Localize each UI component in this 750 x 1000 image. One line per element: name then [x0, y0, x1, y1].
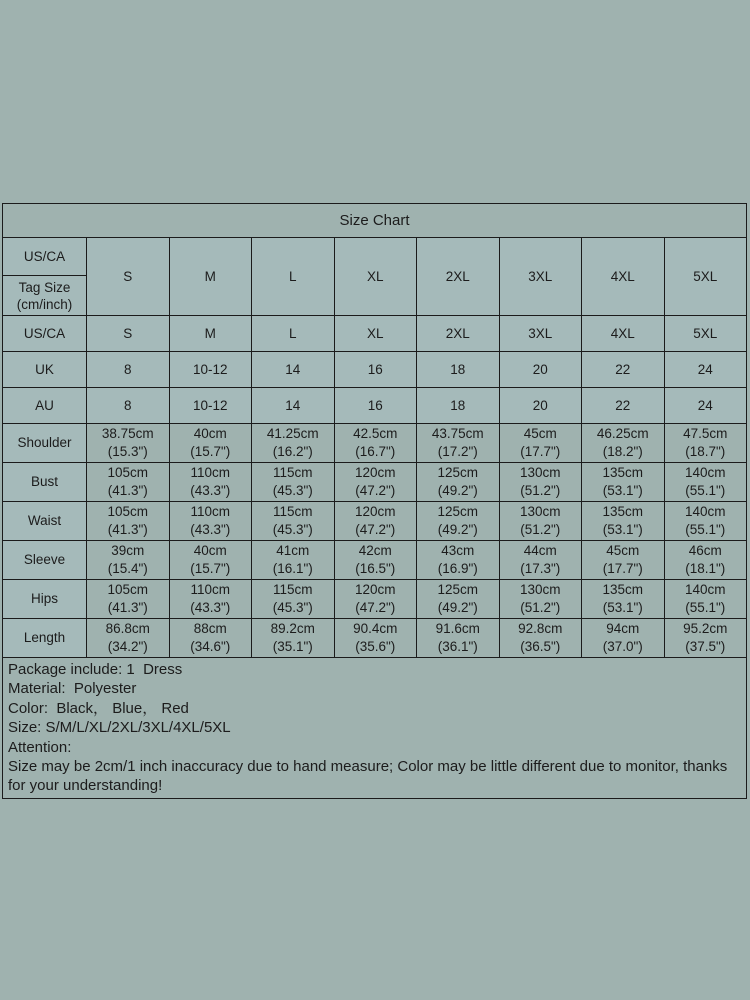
inch-value: (53.1") [602, 600, 643, 615]
inch-value: (17.2") [437, 444, 478, 459]
size-row-us-ca [3, 316, 747, 352]
inch-value: (15.4") [107, 561, 148, 576]
size-chart-table [2, 203, 747, 799]
inch-value: (16.7") [355, 444, 396, 459]
measure-value-cell [252, 424, 335, 463]
size-value-cell: 18 [417, 352, 500, 388]
measure-value-cell [417, 424, 500, 463]
row-label: Hips [3, 580, 87, 619]
measure-value-cell [417, 619, 500, 658]
size-value-cell: 20 [499, 352, 582, 388]
measure-value-cell [664, 619, 747, 658]
inch-value: (16.1") [272, 561, 313, 576]
chart-title: Size Chart [3, 204, 747, 238]
cm-value: 140cm [684, 504, 726, 519]
measure-value-cell [417, 502, 500, 541]
inch-value: (47.2") [355, 600, 396, 615]
size-value-cell: 8 [87, 388, 170, 424]
cm-value: 125cm [437, 465, 479, 480]
size-value-cell: 5XL [664, 316, 747, 352]
measure-value-cell [87, 424, 170, 463]
cm-value: 91.6cm [435, 621, 480, 636]
size-value-cell: 10-12 [169, 352, 252, 388]
note-line: Material: Polyester [8, 680, 137, 698]
cm-value: 41.25cm [266, 426, 319, 441]
cm-value: 39cm [111, 543, 145, 558]
measure-row-hips [3, 580, 747, 619]
inch-value: (17.7") [520, 444, 561, 459]
measure-value-cell [334, 619, 417, 658]
cm-value: 90.4cm [353, 621, 398, 636]
cm-value: 130cm [519, 582, 561, 597]
cm-value: 135cm [602, 465, 644, 480]
measure-value-cell [582, 502, 665, 541]
measure-value-cell [169, 424, 252, 463]
inch-value: (15.7") [190, 444, 231, 459]
inch-value: (53.1") [602, 483, 643, 498]
measure-value-cell [169, 541, 252, 580]
measure-value-cell [252, 463, 335, 502]
inch-value: (35.6") [355, 639, 396, 654]
size-value-cell: 18 [417, 388, 500, 424]
inch-value: (47.2") [355, 483, 396, 498]
measure-value-cell [169, 463, 252, 502]
inch-value: (17.3") [520, 561, 561, 576]
row-label: Bust [3, 463, 87, 502]
measure-row-waist [3, 502, 747, 541]
cm-value: 140cm [684, 465, 726, 480]
inch-value: (34.2") [107, 639, 148, 654]
note-line: Attention: [8, 738, 72, 756]
measure-value-cell [499, 502, 582, 541]
size-value-cell: 16 [334, 352, 417, 388]
header-row-top [3, 238, 747, 276]
size-value-cell: 4XL [582, 316, 665, 352]
cm-value: 105cm [107, 465, 149, 480]
inch-value: (49.2") [437, 483, 478, 498]
cm-value: 46cm [688, 543, 722, 558]
cm-value: 110cm [190, 465, 231, 480]
cm-value: 89.2cm [270, 621, 315, 636]
inch-value: (49.2") [437, 600, 478, 615]
inch-value: (51.2") [520, 522, 561, 537]
measure-row-sleeve [3, 541, 747, 580]
size-row-au [3, 388, 747, 424]
measure-row-length [3, 619, 747, 658]
inch-value: (15.3") [107, 444, 148, 459]
inch-value: (36.1") [437, 639, 478, 654]
header-label-us-ca: US/CA [3, 238, 87, 276]
cm-value: 115cm [272, 504, 313, 519]
inch-value: (45.3") [272, 600, 313, 615]
size-value-cell: 8 [87, 352, 170, 388]
cm-value: 120cm [354, 582, 396, 597]
cm-value: 120cm [354, 504, 396, 519]
size-value-cell: 24 [664, 388, 747, 424]
cm-value: 95.2cm [683, 621, 728, 636]
size-value-cell: 3XL [499, 316, 582, 352]
size-value-cell: 16 [334, 388, 417, 424]
inch-value: (17.7") [602, 561, 643, 576]
cm-value: 130cm [519, 504, 561, 519]
measure-value-cell [664, 424, 747, 463]
size-header-l: L [252, 238, 335, 316]
inch-value: (18.1") [685, 561, 726, 576]
measure-value-cell [582, 541, 665, 580]
measure-value-cell [664, 541, 747, 580]
cm-value: 46.25cm [596, 426, 649, 441]
measure-row-bust [3, 463, 747, 502]
row-label: UK [3, 352, 87, 388]
size-value-cell: 14 [252, 388, 335, 424]
measure-value-cell [417, 541, 500, 580]
cm-value: 44cm [523, 543, 557, 558]
size-chart-body [3, 204, 747, 799]
cm-value: 45cm [523, 426, 557, 441]
size-header-xl: XL [334, 238, 417, 316]
inch-value: (41.3") [107, 483, 148, 498]
row-label: Shoulder [3, 424, 87, 463]
size-value-cell: S [87, 316, 170, 352]
measure-value-cell [417, 463, 500, 502]
inch-value: (49.2") [437, 522, 478, 537]
notes-cell [3, 658, 747, 799]
measure-value-cell [582, 463, 665, 502]
size-value-cell: 2XL [417, 316, 500, 352]
size-value-cell: L [252, 316, 335, 352]
inch-value: (53.1") [602, 522, 643, 537]
row-label: Length [3, 619, 87, 658]
size-value-cell: XL [334, 316, 417, 352]
cm-value: 86.8cm [105, 621, 150, 636]
measure-value-cell [334, 502, 417, 541]
inch-value: (41.3") [107, 600, 148, 615]
measure-value-cell [499, 580, 582, 619]
inch-value: (34.6") [190, 639, 231, 654]
cm-value: 40cm [193, 426, 227, 441]
cm-value: 43cm [441, 543, 475, 558]
inch-value: (36.5") [520, 639, 561, 654]
measure-value-cell [169, 619, 252, 658]
measure-value-cell [499, 541, 582, 580]
measure-value-cell [417, 580, 500, 619]
note-line: Size: S/M/L/XL/2XL/3XL/4XL/5XL [8, 719, 231, 737]
measure-value-cell [582, 619, 665, 658]
inch-value: (37.0") [602, 639, 643, 654]
cm-value: 125cm [437, 504, 479, 519]
cm-value: 45cm [606, 543, 640, 558]
measure-value-cell [87, 502, 170, 541]
cm-value: 110cm [190, 582, 231, 597]
cm-value: 43.75cm [431, 426, 484, 441]
cm-value: 115cm [272, 582, 313, 597]
inch-value: (16.5") [355, 561, 396, 576]
cm-value: 110cm [190, 504, 231, 519]
inch-value: (35.1") [272, 639, 313, 654]
inch-value: (43.3") [190, 522, 231, 537]
inch-value: (18.7") [685, 444, 726, 459]
size-header-3xl: 3XL [499, 238, 582, 316]
cm-value: 140cm [684, 582, 726, 597]
size-header-2xl: 2XL [417, 238, 500, 316]
size-value-cell: 14 [252, 352, 335, 388]
cm-value: 42.5cm [353, 426, 398, 441]
size-header-m: M [169, 238, 252, 316]
measure-value-cell [499, 619, 582, 658]
cm-value: 115cm [272, 465, 313, 480]
cm-value: 88cm [193, 621, 227, 636]
row-label: AU [3, 388, 87, 424]
row-label: US/CA [3, 316, 87, 352]
cm-value: 105cm [107, 504, 149, 519]
size-value-cell: 24 [664, 352, 747, 388]
measure-value-cell [252, 541, 335, 580]
measure-value-cell [87, 580, 170, 619]
inch-value: (37.5") [685, 639, 726, 654]
measure-value-cell [582, 580, 665, 619]
inch-value: (16.2") [272, 444, 313, 459]
row-label: Sleeve [3, 541, 87, 580]
size-value-cell: 22 [582, 352, 665, 388]
header-label-tag-size: Tag Size (cm/inch) [3, 276, 87, 316]
cm-value: 47.5cm [683, 426, 728, 441]
measure-value-cell [499, 424, 582, 463]
cm-value: 135cm [602, 582, 644, 597]
measure-value-cell [87, 619, 170, 658]
inch-value: (55.1") [685, 522, 726, 537]
inch-value: (45.3") [272, 522, 313, 537]
measure-value-cell [664, 580, 747, 619]
cm-value: 38.75cm [101, 426, 154, 441]
inch-value: (47.2") [355, 522, 396, 537]
size-header-4xl: 4XL [582, 238, 665, 316]
measure-value-cell [252, 619, 335, 658]
size-value-cell: 22 [582, 388, 665, 424]
inch-value: (41.3") [107, 522, 148, 537]
cm-value: 92.8cm [518, 621, 563, 636]
title-row [3, 204, 747, 238]
row-label: Waist [3, 502, 87, 541]
size-value-cell: M [169, 316, 252, 352]
measure-value-cell [334, 463, 417, 502]
cm-value: 130cm [519, 465, 561, 480]
size-row-uk [3, 352, 747, 388]
measure-value-cell [87, 541, 170, 580]
measure-value-cell [169, 502, 252, 541]
inch-value: (18.2") [602, 444, 643, 459]
note-line: Package include: 1 Dress [8, 661, 183, 678]
measure-value-cell [334, 580, 417, 619]
inch-value: (51.2") [520, 483, 561, 498]
measure-value-cell [664, 463, 747, 502]
inch-value: (15.7") [190, 561, 231, 576]
measure-value-cell [87, 463, 170, 502]
inch-value: (55.1") [685, 483, 726, 498]
inch-value: (55.1") [685, 600, 726, 615]
note-line: Size may be 2cm/1 inch inaccuracy due to hand measure; Color may be little different due to monitor, thanks for your understanding! [8, 758, 732, 795]
measure-value-cell [499, 463, 582, 502]
size-value-cell: 10-12 [169, 388, 252, 424]
cm-value: 42cm [358, 543, 392, 558]
measure-value-cell [582, 424, 665, 463]
measure-value-cell [169, 580, 252, 619]
cm-value: 105cm [107, 582, 149, 597]
measure-value-cell [664, 502, 747, 541]
inch-value: (45.3") [272, 483, 313, 498]
measure-value-cell [334, 424, 417, 463]
size-value-cell: 20 [499, 388, 582, 424]
measure-value-cell [334, 541, 417, 580]
measure-row-shoulder [3, 424, 747, 463]
inch-value: (43.3") [190, 483, 231, 498]
cm-value: 94cm [606, 621, 640, 636]
measure-value-cell [252, 502, 335, 541]
cm-value: 41cm [276, 543, 310, 558]
inch-value: (16.9") [437, 561, 478, 576]
size-header-5xl: 5XL [664, 238, 747, 316]
inch-value: (43.3") [190, 600, 231, 615]
measure-value-cell [252, 580, 335, 619]
note-line: Color: Black， Blue， Red [8, 699, 189, 717]
notes-row [3, 658, 747, 799]
size-header-s: S [87, 238, 170, 316]
cm-value: 135cm [602, 504, 644, 519]
cm-value: 125cm [437, 582, 479, 597]
cm-value: 120cm [354, 465, 396, 480]
inch-value: (51.2") [520, 600, 561, 615]
cm-value: 40cm [193, 543, 227, 558]
